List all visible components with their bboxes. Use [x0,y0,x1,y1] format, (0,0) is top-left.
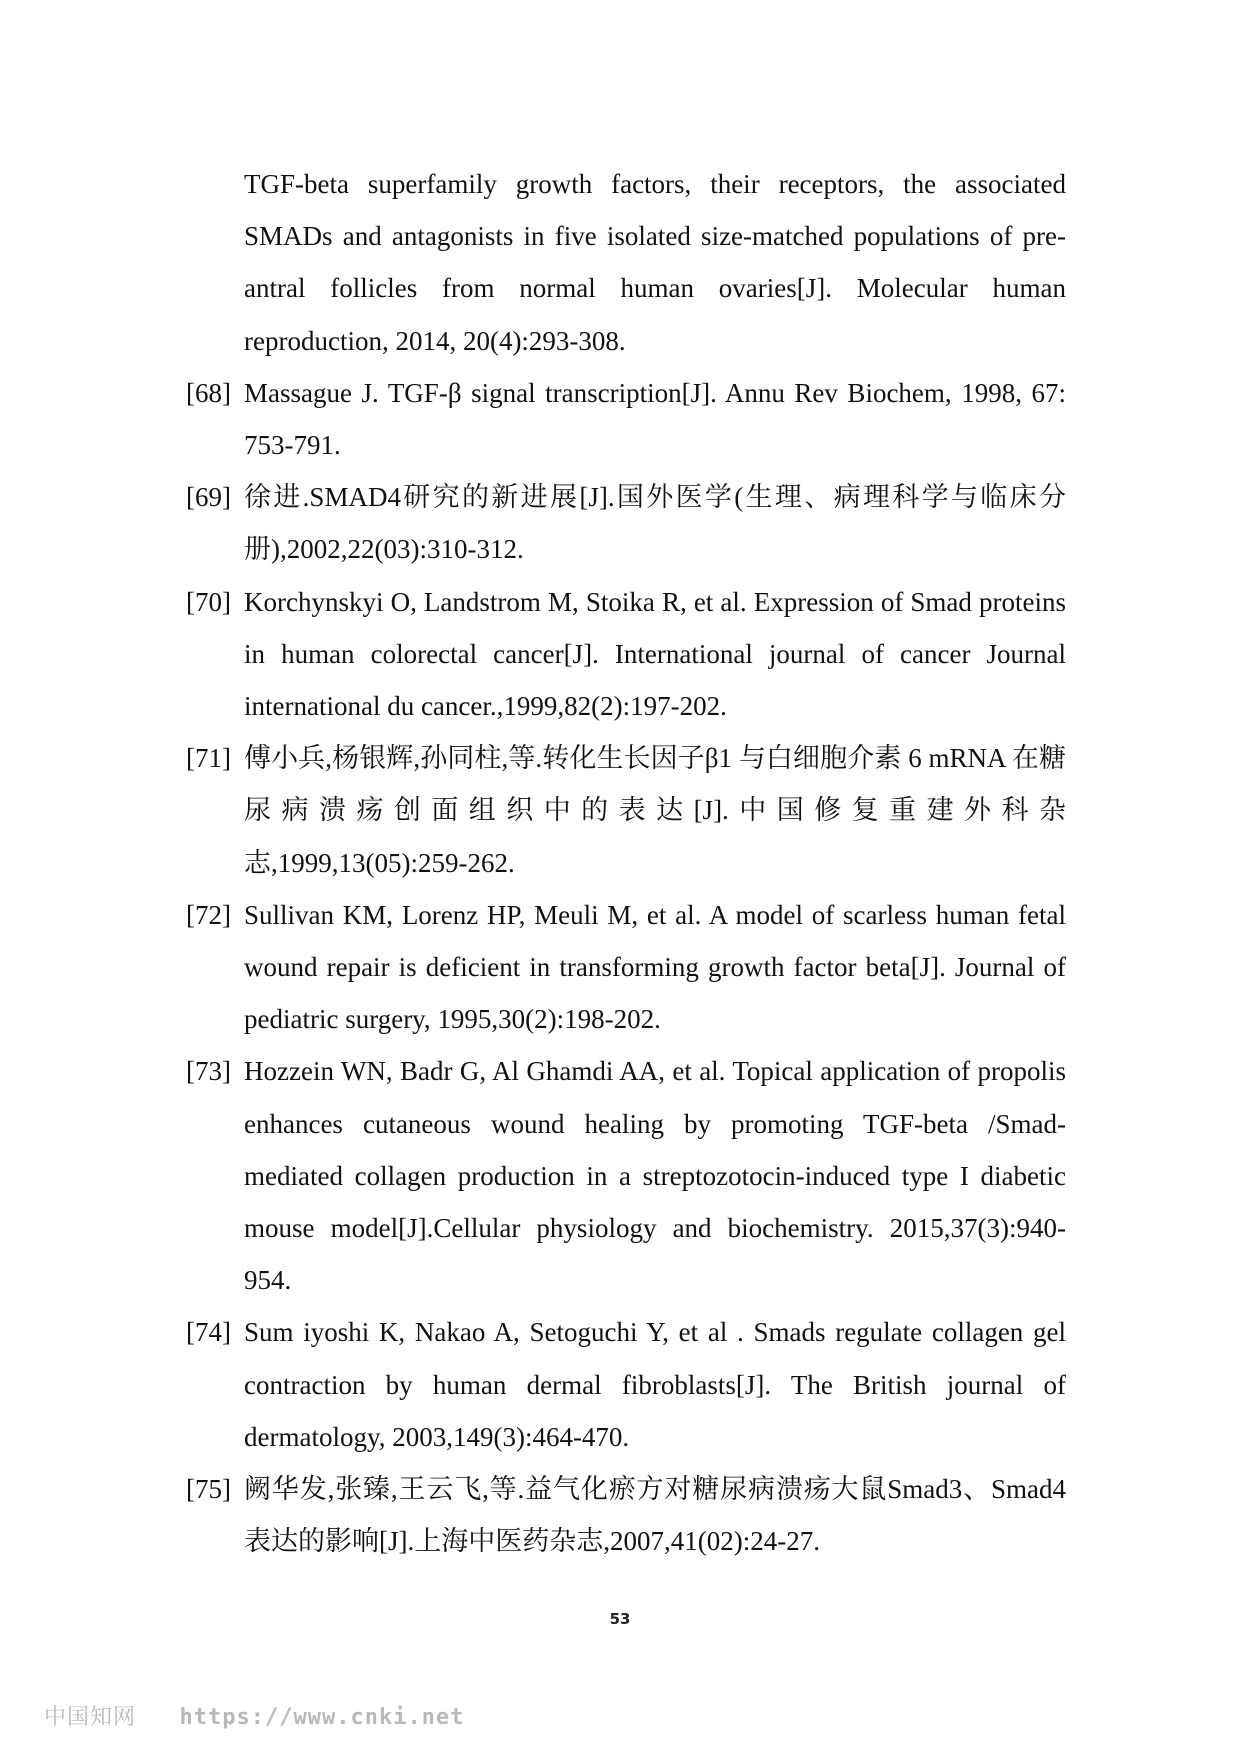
page-number: 53 [609,1610,631,1628]
reference-entry-75 [186,1463,1066,1567]
reference-number: [69] [186,482,231,513]
reference-entry-68 [186,367,1066,471]
reference-entry-73 [186,1045,1066,1306]
reference-text: TGF-beta superfamily growth factors, their receptors, the associated SMADs and antagonists in five isolated size-matched populations of pre-antral follicles from normal human ovaries[J]. Molecular human reproduction, 2014, 20(4):293-308. [244,169,1066,356]
reference-text: Korchynskyi O, Landstrom M, Stoika R, et al. Expression of Smad proteins in human colorectal cancer[J]. International journal of cancer Journal international du cancer.,1999,82(2):197-202. [244,586,1066,722]
watermark [44,1700,464,1731]
reference-number: [68] [186,377,231,408]
watermark-name: 中国知网 [44,1705,137,1730]
reference-entry-70 [186,576,1066,733]
reference-entry-74 [186,1306,1066,1463]
reference-list [186,158,1066,1567]
reference-entry-71 [186,732,1066,889]
reference-entry-67-cont [186,158,1066,367]
reference-text: 徐进.SMAD4研究的新进展[J].国外医学(生理、病理科学与临床分册),2002,22(03):310-312. [244,482,1066,565]
reference-number: [71] [186,743,231,774]
reference-text: Massague J. TGF-β signal transcription[J]. Annu Rev Biochem, 1998, 67: 753-791. [244,377,1066,461]
reference-number: [73] [186,1056,231,1087]
reference-number: [72] [186,899,231,930]
reference-number: [74] [186,1317,231,1348]
reference-entry-69 [186,471,1066,575]
reference-text: Sullivan KM, Lorenz HP, Meuli M, et al. A model of scarless human fetal wound repair is deficient in transforming growth factor beta[J]. Journal of pediatric surgery, 1995,30(2):198-202. [244,899,1066,1035]
reference-text: 阙华发,张臻,王云飞,等.益气化瘀方对糖尿病溃疡大鼠Smad3、Smad4 表达的影响[J].上海中医药杂志,2007,41(02):24-27. [244,1474,1066,1557]
reference-number: [75] [186,1474,231,1505]
watermark-url: https://www.cnki.net [179,1705,465,1730]
reference-entry-72 [186,889,1066,1046]
reference-text: Hozzein WN, Badr G, Al Ghamdi AA, et al. Topical application of propolis enhances cutaneous wound healing by promoting TGF-beta /Smad-mediated collagen production in a streptozotocin-induced type I diabetic mouse model[J].Cellular physiology and biochemistry. 2015,37(3):940-954. [244,1056,1066,1296]
reference-text: Sum iyoshi K, Nakao A, Setoguchi Y, et al . Smads regulate collagen gel contraction by human dermal fibroblasts[J]. The British journal of dermatology, 2003,149(3):464-470. [244,1317,1066,1452]
reference-number: [70] [186,586,231,617]
reference-text: 傅小兵,杨银辉,孙同柱,等.转化生长因子β1 与白细胞介素 6 mRNA 在糖尿病溃疡创面组织中的表达[J].中国修复重建外科杂志,1999,13(05):259-262. [244,743,1066,878]
